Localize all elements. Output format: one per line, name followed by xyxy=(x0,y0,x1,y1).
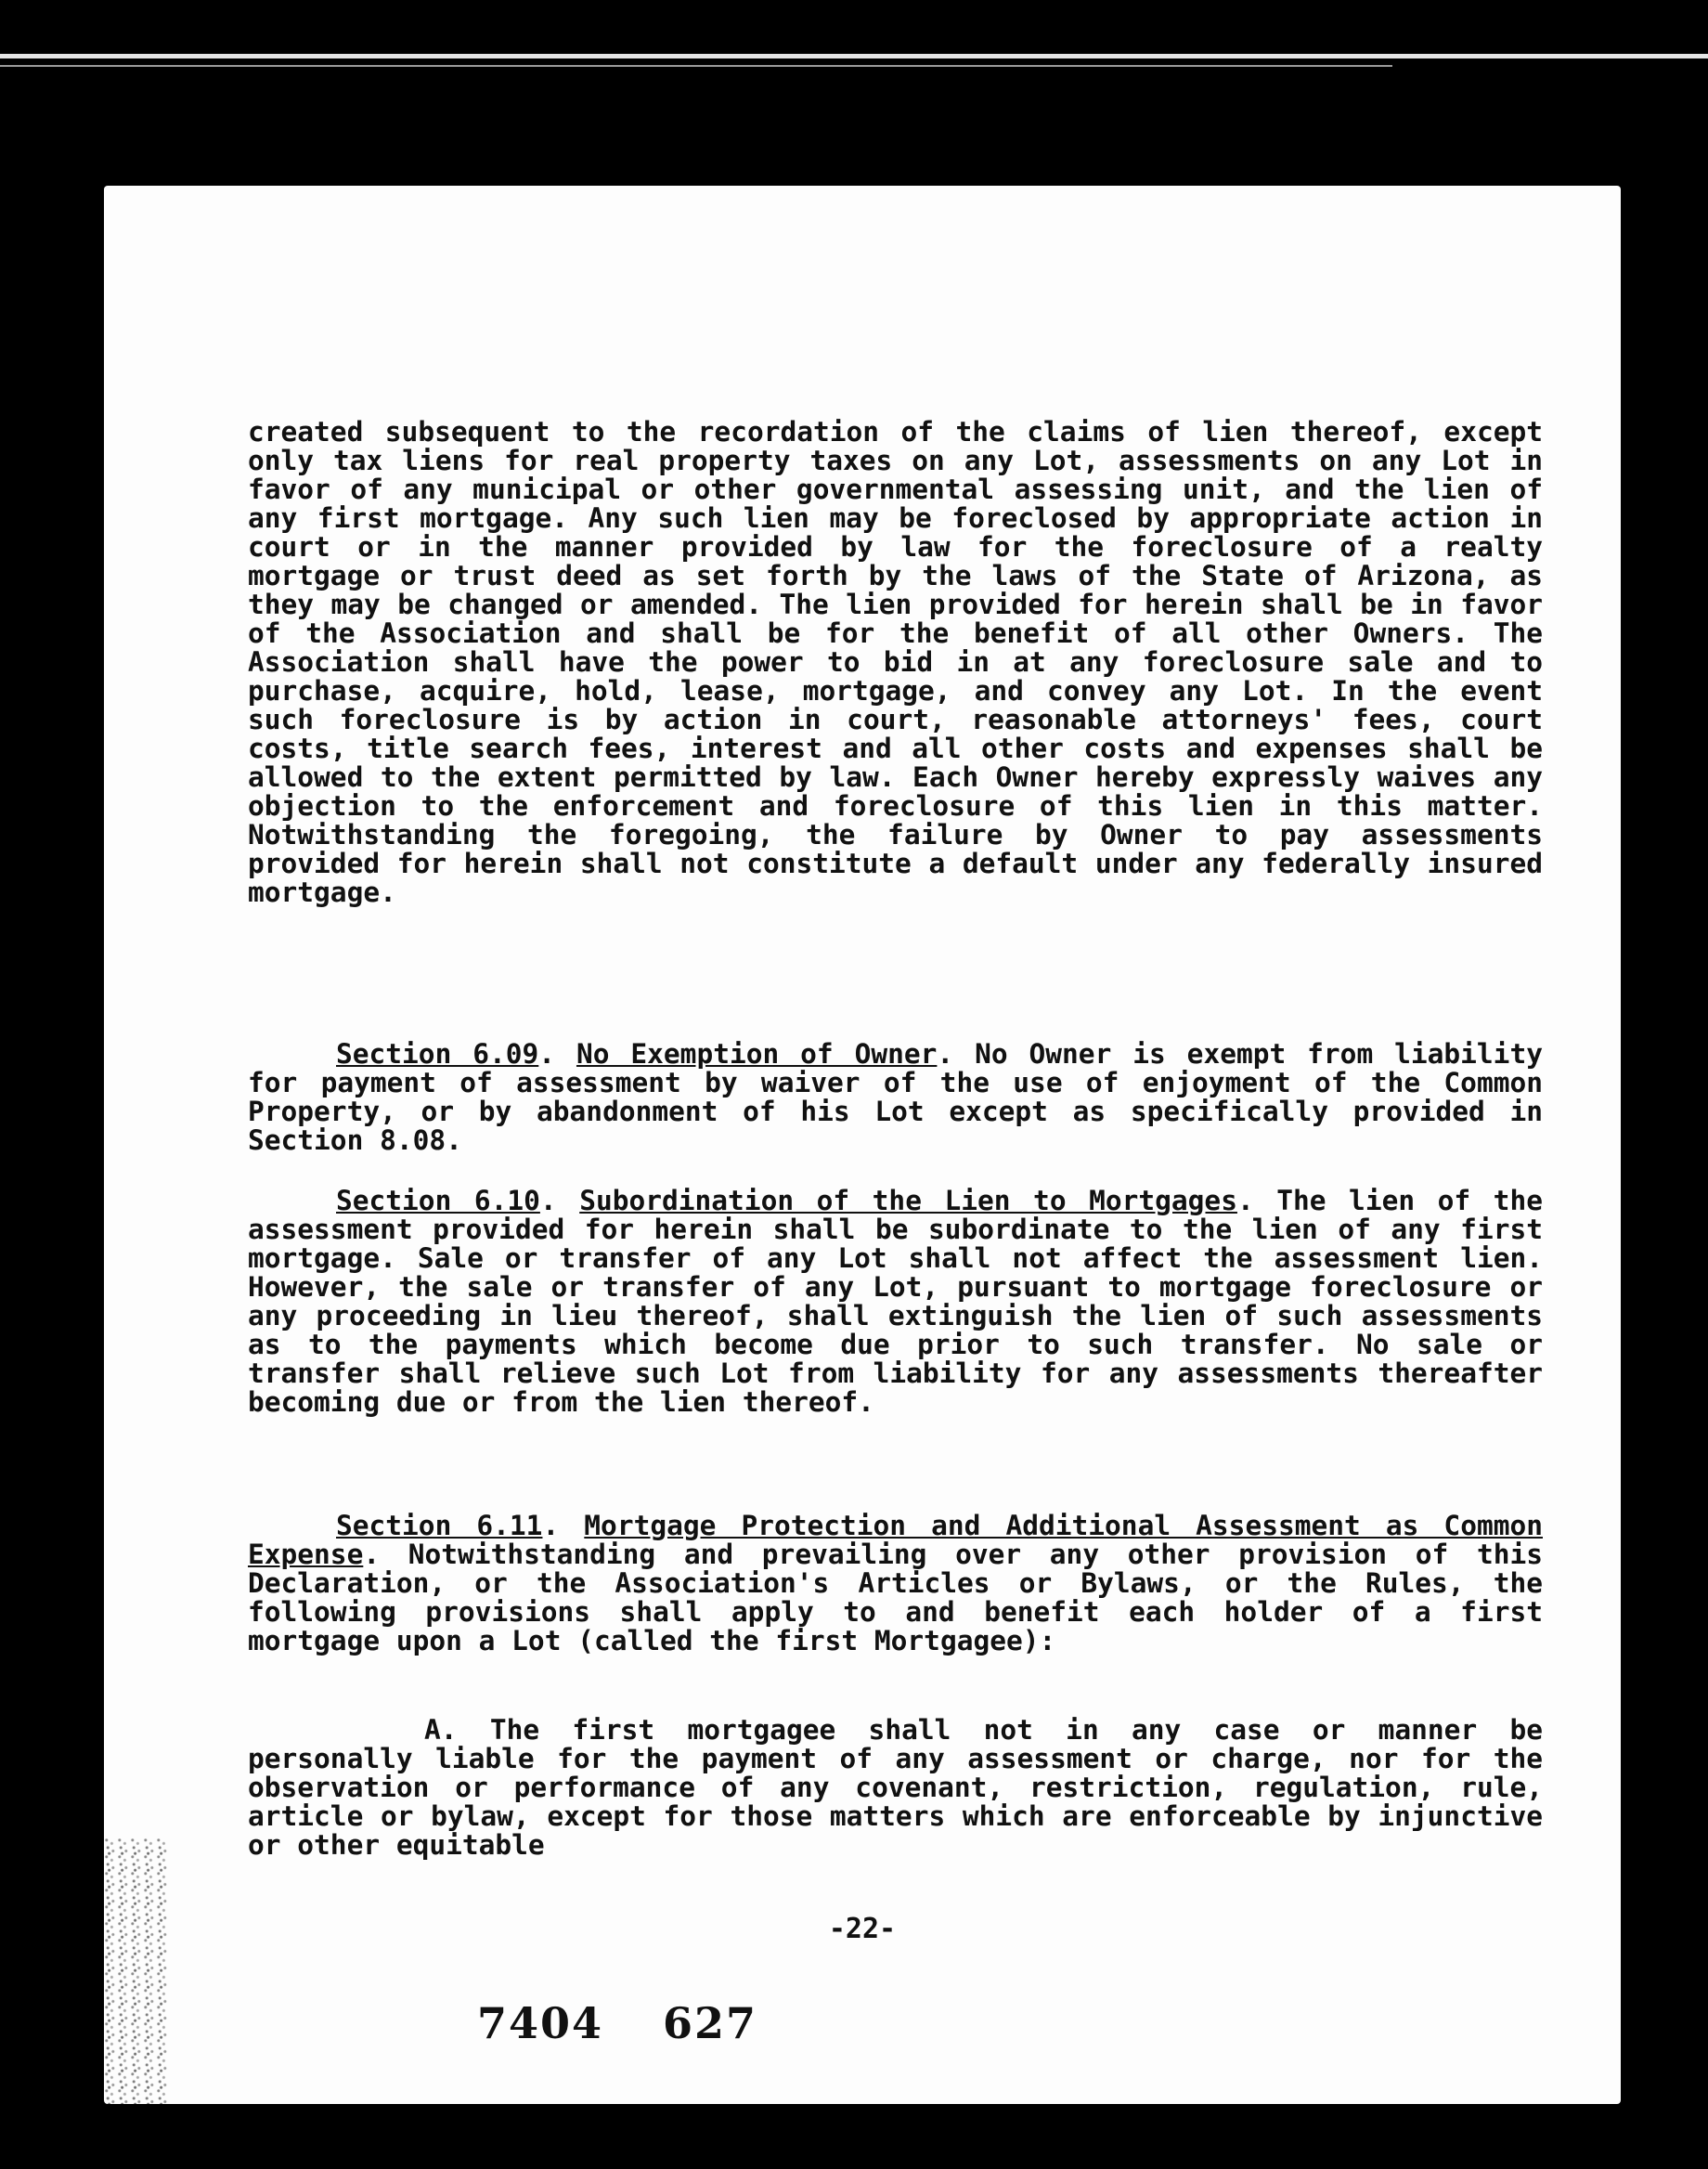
scan-speckle xyxy=(104,1838,169,2104)
section-6-10: Section 6.10. Subordination of the Lien to Mortgages. The lien of the assessment provided for herein shall be subordinate to the lien of any first mortgage. Sale or transfer of any Lot shall not affect the assessment lien. However, the sale or transfer of any Lot, pursuant to mortgage foreclosure or any proceeding in lieu thereof, shall extinguish the lien of such assessments as to the payments which become due prior to such transfer. No sale or transfer shall relieve such Lot from liability for any assessments thereafter becoming due or from the lien thereof. xyxy=(248,1185,1543,1418)
document-page xyxy=(104,186,1621,2104)
item-text: The first mortgagee shall not in any case or manner be personally liable for the payment of any assessment or charge, nor for the observation or performance of any covenant, restriction, regulation, rule, article or bylaw, except for those matters which are enforceable by injunctive or other equitable xyxy=(248,1714,1543,1861)
section-title: Subordination of the Lien to Mortgages xyxy=(579,1185,1237,1216)
section-number: Section 6.10 xyxy=(336,1185,540,1216)
item-a xyxy=(248,1716,1543,1860)
section-title: Mortgage Protection and Additional Assessment as Common Expense xyxy=(248,1510,1543,1570)
section-6-11: Section 6.11. Mortgage Protection and Additional Assessment as Common Expense. Notwithstanding and prevailing over any other provision of this Declaration, or the Association's Articles or Bylaws, or the Rules, the following provisions shall apply to and benefit each holder of a first mortgage upon a Lot (called the first Mortgagee): xyxy=(248,1510,1543,1656)
section-number: Section 6.09 xyxy=(336,1038,539,1070)
stamp-left: 7404 xyxy=(477,1998,604,2048)
body-text xyxy=(248,418,1543,907)
section-number: Section 6.11 xyxy=(336,1510,543,1541)
scan-artifact-line xyxy=(0,54,1708,58)
section-text: The lien of the assessment provided for herein shall be subordinate to the lien of any first mortgage. Sale or transfer of any Lot shall not affect the assessment lien. However, the sale or transfer of any Lot, pursuant to mortgage foreclosure or any proceeding in lieu thereof, shall extinguish the lien of such assessments as to the payments which become due prior to such transfer. No sale or transfer shall relieve such Lot from liability for any assessments thereafter becoming due or from the lien thereof. xyxy=(248,1185,1543,1418)
scan-artifact-line-2 xyxy=(0,65,1392,67)
section-6-09: Section 6.09. No Exemption of Owner. No Owner is exempt from liability for payment of assessment by waiver of the use of enjoyment of the Common Property, or by abandonment of his Lot except as specifically provided in Section 8.08. xyxy=(248,1038,1543,1156)
intro-paragraph: created subsequent to the recordation of the claims of lien thereof, except only tax liens for real property taxes on any Lot, assessments on any Lot in favor of any municipal or other governmental assessing unit, and the lien of any first mortgage. Any such lien may be foreclosed by appropriate action in court or in the manner provided by law for the foreclosure of a realty mortgage or trust deed as set forth by the laws of the State of Arizona, as they may be changed or amended. The lien provided for herein shall be in favor of the Association and shall be for the benefit of all other Owners. The Association shall have the power to bid in at any foreclosure sale and to purchase, acquire, hold, lease, mortgage, and convey any Lot. In the event such foreclosure is by action in court, reasonable attorneys' fees, court costs, title search fees, interest and all other costs and expenses shall be allowed to the extent permitted by law. Each Owner hereby expressly waives any objection to the enforcement and foreclosure of this lien in this matter. Notwithstanding the foregoing, the failure by Owner to pay assessments provided for herein shall not constitute a default under any federally insured mortgage. xyxy=(248,416,1543,908)
scan-border-top xyxy=(0,0,1708,158)
section-title: No Exemption of Owner xyxy=(576,1038,938,1070)
page-number: -22- xyxy=(828,1913,897,1945)
item-label: A. xyxy=(424,1714,458,1746)
stamp-right: 627 xyxy=(663,1998,758,2048)
section-text: No Owner is exempt from liability for payment of assessment by waiver of the use of enjoyment of the Common Property, or by abandonment of his Lot except as specifically provided in Section 8.08. xyxy=(248,1038,1543,1156)
section-text: Notwithstanding and prevailing over any other provision of this Declaration, or the Association's Articles or Bylaws, or the Rules, the following provisions shall apply to and benefit each holder of a first mortgage upon a Lot (called the first Mortgagee): xyxy=(248,1539,1543,1656)
